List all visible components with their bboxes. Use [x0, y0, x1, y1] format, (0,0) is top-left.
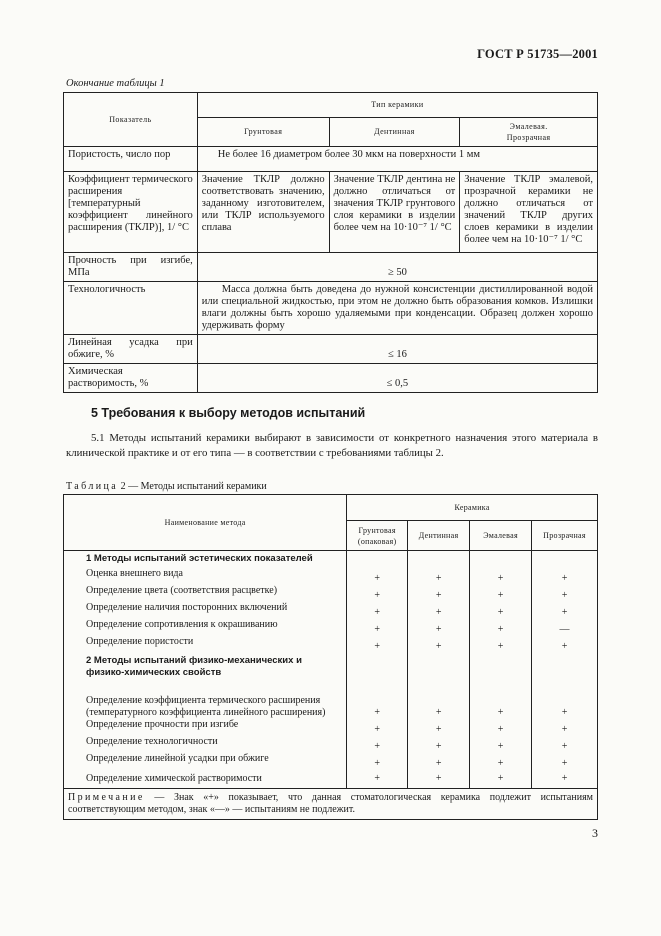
mark: —: [532, 619, 598, 636]
table-row: [64, 568, 598, 585]
table1-row-value: Не более 16 диаметром более 30 мкм на поверхности 1 мм: [197, 147, 597, 172]
table1-header-type-enamel: Эмалевая.: [509, 122, 548, 131]
table1-row-name: Пористость, число пор: [64, 147, 198, 172]
table1-row-name: Прочность при изгибе, МПа: [64, 253, 198, 282]
method-name: Определение сопротивления к окрашиванию: [64, 619, 347, 636]
table1-row-value: Значение ТКЛР дентина не должно отличаться от значения ТКЛР грунтового слоя керамики в изделии более чем на 10·10⁻⁷ 1/ °C: [329, 172, 460, 253]
table2-header-method: Наименование метода: [64, 495, 347, 551]
table1-row-value: ≤ 0,5: [197, 364, 597, 393]
table1-row-name: Технологичность: [64, 282, 198, 335]
mark: +: [470, 719, 532, 736]
mark: +: [532, 636, 598, 653]
table-row: [64, 753, 598, 770]
table1-row-name: Химическая растворимость, %: [64, 364, 198, 393]
mark: +: [532, 585, 598, 602]
method-name: Определение коэффициента термического расширения (температурного коэффициента линейного расширения): [64, 681, 347, 719]
mark: +: [408, 568, 470, 585]
mark: +: [347, 568, 408, 585]
method-name: Определение химической растворимости: [64, 770, 347, 789]
mark: +: [470, 568, 532, 585]
table2: [63, 494, 598, 820]
table2-header-type: Дентинная: [408, 521, 470, 551]
method-name: Определение пористости: [64, 636, 347, 653]
table2-note: [64, 789, 598, 820]
mark: +: [470, 681, 532, 719]
table2-header-type: Прозрачная: [532, 521, 598, 551]
mark: +: [408, 753, 470, 770]
mark: +: [470, 636, 532, 653]
table1-header-type-transparent: Прозрачная: [506, 133, 551, 142]
mark: +: [347, 736, 408, 753]
table2-group-heading: 1 Методы испытаний эстетических показателей: [64, 551, 347, 568]
mark: +: [532, 681, 598, 719]
mark: +: [408, 602, 470, 619]
mark: +: [347, 719, 408, 736]
mark: +: [347, 636, 408, 653]
note-text: — Знак «+» показывает, что данная стоматологическая керамика подлежит испытаниям соответствующим методом, знак «—» — испытаниям не подлежит.: [68, 792, 593, 815]
mark: +: [347, 770, 408, 789]
mark: +: [408, 585, 470, 602]
mark: +: [347, 681, 408, 719]
mark: +: [532, 753, 598, 770]
table1-header-type: Грунтовая: [197, 118, 329, 147]
table-row: [64, 736, 598, 753]
mark: +: [347, 753, 408, 770]
mark: +: [532, 736, 598, 753]
page-number: 3: [592, 826, 598, 840]
mark: +: [347, 619, 408, 636]
mark: +: [470, 602, 532, 619]
mark: +: [347, 602, 408, 619]
mark: +: [470, 736, 532, 753]
mark: +: [408, 619, 470, 636]
mark: +: [470, 753, 532, 770]
table-row: [64, 602, 598, 619]
method-name: Определение прочности при изгибе: [64, 719, 347, 736]
mark: +: [408, 770, 470, 789]
mark: +: [470, 770, 532, 789]
table2-group-heading: 2 Методы испытаний физико-механических и физико-химических свойств: [64, 653, 347, 681]
table2-header-type: Грунтовая (опаковая): [347, 521, 408, 551]
table-row: [64, 770, 598, 789]
table-row: [64, 619, 598, 636]
table1-header-type: Дентинная: [329, 118, 460, 147]
mark: +: [408, 719, 470, 736]
standard-header: ГОСТ Р 51735—2001: [477, 47, 598, 61]
table2-caption-text: 2 — Методы испытаний керамики: [118, 481, 267, 492]
table2-header-type: Эмалевая: [470, 521, 532, 551]
table1-row-value: ≤ 16: [197, 335, 597, 364]
table1-row-value: Масса должна быть доведена до нужной консистенции дистиллированной водой или специальной жидкостью, при этом не должно быть образования комков. Излишки влаги должны быть хорошо удаляемыми при конденсации. Образец должен хорошо удерживать форму: [197, 282, 597, 335]
method-name: Определение наличия посторонних включений: [64, 602, 347, 619]
mark: +: [532, 770, 598, 789]
method-name: Определение цвета (соответствия расцветке): [64, 585, 347, 602]
table-row: [64, 585, 598, 602]
table1-row-value: Значение ТКЛР эмалевой, прозрачной керамики не должно отличаться от значений ТКЛР других слоев керамики в изделии более чем на 10·10⁻⁷ 1/ °C: [460, 172, 598, 253]
table1-row-value: Значение ТКЛР должно соответствовать значению, заданному изготовителем, или ТКЛР используемого сплава: [197, 172, 329, 253]
table1-caption: Окончание таблицы 1: [66, 78, 165, 89]
mark: +: [408, 681, 470, 719]
table1-row-name: Линейная усадка при обжиге, %: [64, 335, 198, 364]
table1: [63, 92, 598, 393]
note-lead: Примечание: [68, 792, 145, 803]
table-row: [64, 636, 598, 653]
method-name: Определение технологичности: [64, 736, 347, 753]
table1-row-name: Коэффициент термического расширения [температурный коэффициент линейного расширения (ТКЛР)], 1/ °C: [64, 172, 198, 253]
table2-header-group: Керамика: [347, 495, 598, 521]
mark: +: [408, 736, 470, 753]
section-title: 5 Требования к выбору методов испытаний: [91, 406, 366, 420]
mark: +: [532, 568, 598, 585]
section-paragraph: 5.1 Методы испытаний керамики выбирают в зависимости от конкретного назначения этого материала в клинической практике и от его типа — в соответствии с требованиями таблицы 2.: [66, 432, 598, 459]
table2-caption: [66, 481, 267, 492]
table-row: [64, 681, 598, 719]
mark: +: [470, 619, 532, 636]
method-name: Оценка внешнего вида: [64, 568, 347, 585]
mark: +: [532, 719, 598, 736]
mark: +: [408, 636, 470, 653]
mark: +: [532, 602, 598, 619]
table1-header-group: Тип керамики: [197, 93, 597, 118]
table2-caption-lead: Таблица: [66, 481, 119, 492]
method-name: Определение линейной усадки при обжиге: [64, 753, 347, 770]
table-row: [64, 719, 598, 736]
table1-row-value: ≥ 50: [197, 253, 597, 282]
mark: +: [470, 585, 532, 602]
table1-header-type: [460, 118, 598, 147]
mark: +: [347, 585, 408, 602]
table1-header-indicator: Показатель: [64, 93, 198, 147]
